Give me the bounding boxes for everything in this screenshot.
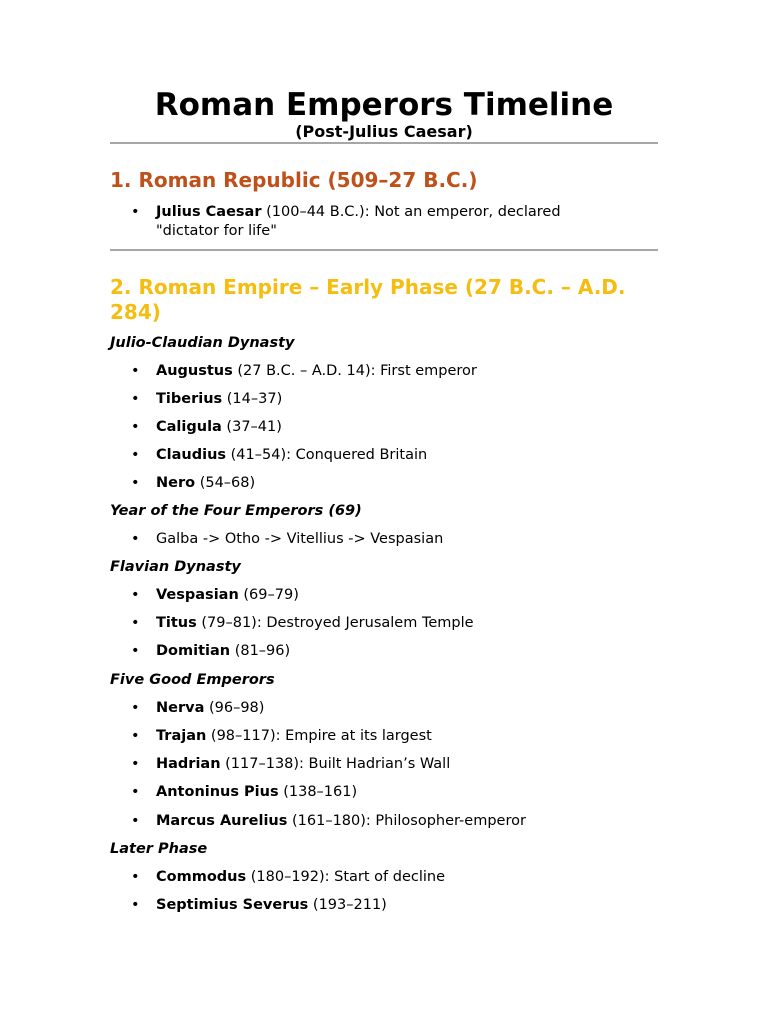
bullet-icon: • bbox=[131, 897, 140, 913]
list-item bbox=[131, 642, 626, 661]
emperor-detail: (180–192): Start of decline bbox=[246, 869, 446, 885]
list-item bbox=[131, 418, 626, 437]
bullet-icon: • bbox=[131, 475, 140, 491]
emperor-detail: (100–44 B.C.): Not an emperor, declared "dictator for life" bbox=[156, 204, 561, 239]
list-item bbox=[131, 530, 626, 549]
list-item bbox=[131, 812, 626, 831]
section-heading-republic: 1. Roman Republic (509–27 B.C.) bbox=[110, 168, 478, 192]
bullet-icon: • bbox=[131, 756, 140, 772]
emperor-name: Hadrian bbox=[156, 756, 221, 772]
emperor-name: Julius Caesar bbox=[156, 204, 262, 220]
emperor-name: Marcus Aurelius bbox=[156, 813, 288, 829]
bullet-icon: • bbox=[131, 204, 140, 220]
list-item bbox=[131, 474, 626, 493]
bullet-icon: • bbox=[131, 531, 140, 547]
bullet-icon: • bbox=[131, 615, 140, 631]
page-title: Roman Emperors Timeline bbox=[154, 87, 614, 123]
emperor-detail: (41–54): Conquered Britain bbox=[226, 447, 428, 463]
list-item bbox=[131, 586, 626, 605]
list-item bbox=[131, 727, 626, 746]
emperor-detail: (79–81): Destroyed Jerusalem Temple bbox=[196, 615, 474, 631]
emperor-name: Tiberius bbox=[156, 391, 223, 407]
bullet-icon: • bbox=[131, 869, 140, 885]
list-item bbox=[131, 755, 626, 774]
dynasty-heading: Year of the Four Emperors (69) bbox=[110, 503, 362, 519]
emperor-detail: (193–211) bbox=[308, 897, 387, 913]
emperor-detail: (37–41) bbox=[221, 419, 282, 435]
emperor-name: Domitian bbox=[156, 643, 231, 659]
bullet-icon: • bbox=[131, 784, 140, 800]
list-item bbox=[131, 896, 626, 915]
emperor-name: Nerva bbox=[156, 700, 205, 716]
bullet-icon: • bbox=[131, 643, 140, 659]
list-item bbox=[131, 362, 626, 381]
emperor-detail: Galba -> Otho -> Vitellius -> Vespasian bbox=[156, 531, 444, 547]
emperor-detail: (14–37) bbox=[222, 391, 283, 407]
title-divider bbox=[110, 142, 658, 144]
bullet-icon: • bbox=[131, 728, 140, 744]
emperor-name: Commodus bbox=[156, 869, 247, 885]
list-item bbox=[131, 868, 626, 887]
bullet-icon: • bbox=[131, 391, 140, 407]
list-item bbox=[131, 783, 626, 802]
list-item bbox=[131, 446, 626, 465]
bullet-icon: • bbox=[131, 813, 140, 829]
emperor-name: Septimius Severus bbox=[156, 897, 309, 913]
dynasty-heading: Five Good Emperors bbox=[110, 672, 275, 688]
emperor-detail: (98–117): Empire at its largest bbox=[206, 728, 432, 744]
emperor-detail: (117–138): Built Hadrian’s Wall bbox=[220, 756, 451, 772]
emperor-detail: (96–98) bbox=[204, 700, 265, 716]
page-subtitle: (Post-Julius Caesar) bbox=[295, 122, 473, 141]
emperor-name: Caligula bbox=[156, 419, 222, 435]
dynasty-heading: Julio-Claudian Dynasty bbox=[110, 335, 295, 351]
emperor-detail: (81–96) bbox=[230, 643, 291, 659]
emperor-detail: (138–161) bbox=[278, 784, 358, 800]
dynasty-heading: Flavian Dynasty bbox=[110, 559, 241, 575]
emperor-detail: (27 B.C. – A.D. 14): First emperor bbox=[232, 363, 477, 379]
emperor-name: Augustus bbox=[156, 363, 233, 379]
emperor-detail: (69–79) bbox=[238, 587, 299, 603]
emperor-detail: (54–68) bbox=[195, 475, 256, 491]
bullet-icon: • bbox=[131, 447, 140, 463]
section-heading-empire: 2. Roman Empire – Early Phase (27 B.C. – A.D. 284) bbox=[110, 275, 626, 324]
emperor-detail: (161–180): Philosopher-emperor bbox=[287, 813, 526, 829]
emperor-name: Vespasian bbox=[156, 587, 239, 603]
section-divider bbox=[110, 249, 658, 251]
emperor-name: Titus bbox=[156, 615, 197, 631]
emperor-name: Antoninus Pius bbox=[156, 784, 279, 800]
dynasty-heading: Later Phase bbox=[110, 841, 208, 857]
emperor-name: Nero bbox=[156, 475, 196, 491]
emperor-name: Claudius bbox=[156, 447, 227, 463]
emperor-name: Trajan bbox=[156, 728, 207, 744]
bullet-icon: • bbox=[131, 587, 140, 603]
list-item bbox=[131, 390, 626, 409]
list-item bbox=[131, 203, 626, 241]
bullet-icon: • bbox=[131, 700, 140, 716]
bullet-icon: • bbox=[131, 419, 140, 435]
bullet-icon: • bbox=[131, 363, 140, 379]
list-item bbox=[131, 614, 626, 633]
list-item bbox=[131, 699, 626, 718]
